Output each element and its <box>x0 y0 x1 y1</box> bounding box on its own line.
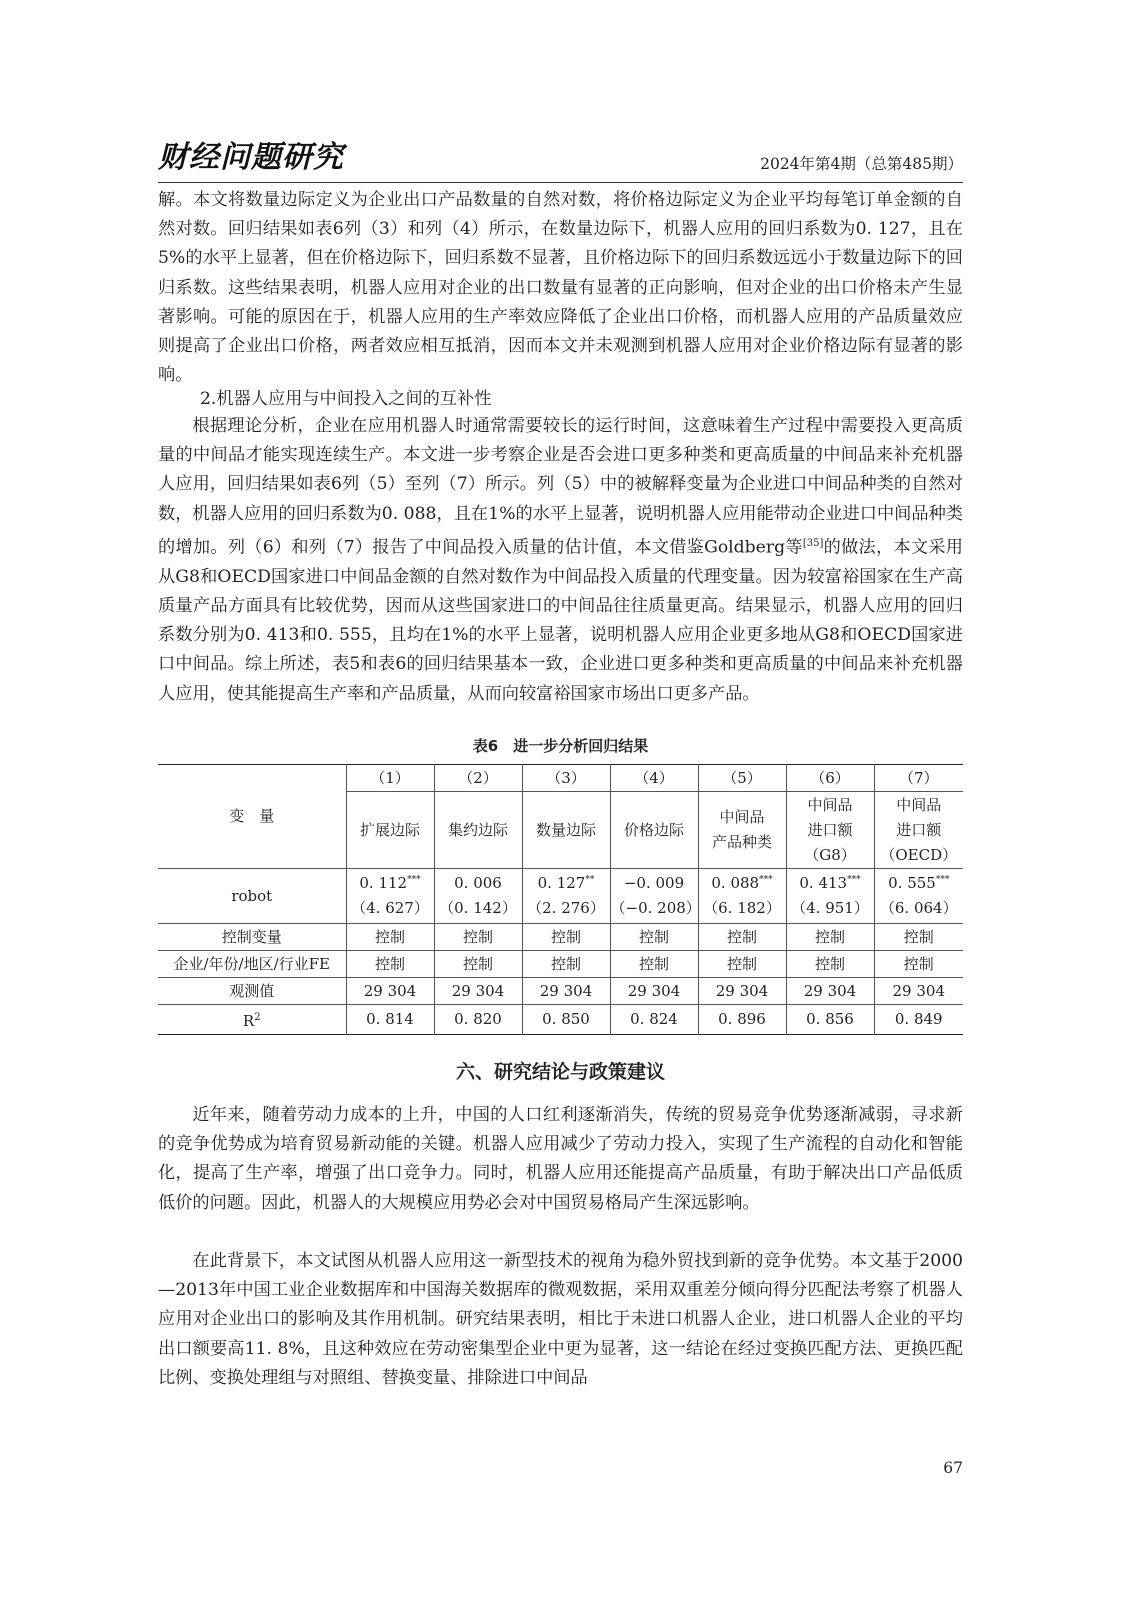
t-value: （6. 064） <box>879 899 958 917</box>
table-cell: 控制 <box>346 951 434 978</box>
table-cell: 控制 <box>522 951 610 978</box>
r2-label: R <box>242 1012 255 1030</box>
column-name-line: 数量边际 <box>535 820 596 839</box>
coefficient-value: 0. 112 <box>359 874 408 892</box>
subsection-heading: 2.机器人应用与中间投入之间的互补性 <box>200 389 492 409</box>
section-title: 六、研究结论与政策建议 <box>455 1061 665 1083</box>
table-cell: 0. 896 <box>698 1005 786 1035</box>
table-cell: 控制 <box>874 924 963 951</box>
table-cell: 0. 814 <box>346 1005 434 1035</box>
issue-label: 2024年第4期（总第485期） <box>760 155 963 173</box>
table-cell: 控制 <box>698 951 786 978</box>
table-cell: 0. 849 <box>874 1005 963 1035</box>
page-number: 67 <box>943 1459 963 1477</box>
coefficient-value: 0. 088 <box>711 874 760 892</box>
column-name-line: 进口额 <box>807 820 853 839</box>
coefficient-value: 0. 127 <box>537 874 586 892</box>
significance-stars: ** <box>585 875 595 885</box>
coefficient <box>435 871 522 896</box>
paragraph-quantity-price-margin: 解。本文将数量边际定义为企业出口产品数量的自然对数，将价格边际定义为企业平均每笔订单金额的自然对数。回归结果如表6列（3）和列（4）所示，在数量边际下，机器人应用的回归系数为0. 127，且在5%的水平上显著，但在价格边际下，回归系数不显著，且价格边际下的回归系数远远小于数量边际下的回归系数。这些结果表明，机器人应用对企业的出口数量有显著的正向影响，但对企业的出口价格未产生显著影响。可能的原因在于，机器人应用的生产率效应降低了企业出口价格，而机器人应用的产品质量效应则提高了企业出口价格，两者效应相互抵消，因而本文并未观测到机器人应用对企业价格边际有显著的影响。 <box>158 190 963 386</box>
table-cell: 0. 820 <box>434 1005 522 1035</box>
table-cell: 29 304 <box>698 978 786 1005</box>
column-name-line: （G8） <box>804 845 856 864</box>
table-cell: 0. 856 <box>786 1005 874 1035</box>
table-row <box>158 951 963 978</box>
paragraph-complementarity <box>158 412 963 709</box>
column-name <box>522 792 610 869</box>
table-cell: 控制 <box>434 951 522 978</box>
column-name <box>874 792 963 869</box>
table-cell: 控制 <box>610 924 698 951</box>
coefficient-value: 0. 555 <box>888 874 936 892</box>
t-value: （2. 276） <box>527 899 605 917</box>
column-name-line: （OECD） <box>880 845 958 864</box>
table-cell: 控制 <box>522 924 610 951</box>
coefficient-cell <box>786 869 874 924</box>
column-name-line: 价格边际 <box>623 820 684 839</box>
table-cell: 控制 <box>786 951 874 978</box>
paragraph-conclusion-2: 在此背景下，本文试图从机器人应用这一新型技术的视角为稳外贸找到新的竞争优势。本文基于2000—2013年中国工业企业数据库和中国海关数据库的微观数据，采用双重差分倾向得分匹配法考察了机器人应用对企业出口的影响及其作用机制。研究结果表明，相比于未进口机器人企业，进口机器人企业的平均出口额要高11. 8%，且这种效应在劳动密集型企业中更为显著，这一结论在经过变换匹配方法、更换匹配比例、变换处理组与对照组、替换变量、排除进口中间品 <box>158 1251 963 1388</box>
column-name-line: 集约边际 <box>447 820 508 839</box>
row-label <box>158 1005 346 1035</box>
table-cell: 29 304 <box>346 978 434 1005</box>
column-number: （2） <box>434 765 522 792</box>
citation-ref: [35] <box>802 537 824 549</box>
coefficient-cell <box>874 869 963 924</box>
journal-logo: 财经问题研究 <box>158 140 344 175</box>
column-number: （4） <box>610 765 698 792</box>
significance-stars: *** <box>847 875 861 885</box>
table-header-row <box>158 765 963 792</box>
r2-superscript: 2 <box>254 1012 261 1023</box>
column-number: （3） <box>522 765 610 792</box>
column-name-line: 中间品 <box>719 808 765 826</box>
coefficient-value: 0. 006 <box>454 874 502 892</box>
coefficient-cell <box>346 869 434 924</box>
table-cell: 29 304 <box>786 978 874 1005</box>
row-label: 企业/年份/地区/行业FE <box>158 951 346 978</box>
column-name <box>346 792 434 869</box>
regression-table <box>158 764 963 1035</box>
column-name <box>434 792 522 869</box>
significance-stars: *** <box>759 875 773 885</box>
row-label: 观测值 <box>158 978 346 1005</box>
table-row <box>158 1005 963 1035</box>
coefficient <box>523 871 610 896</box>
paragraph-conclusion-1: 近年来，随着劳动力成本的上升，中国的人口红利逐渐消失，传统的贸易竞争优势逐渐减弱，寻求新的竞争优势成为培育贸易新动能的关键。机器人应用减少了劳动力投入，实现了生产流程的自动化和智能化，提高了生产率，增强了出口竞争力。同时，机器人应用还能提高产品质量，有助于解决出口产品低质低价的问题。因此，机器人的大规模应用势必会对中国贸易格局产生深远影响。 <box>158 1105 963 1213</box>
table-cell: 0. 850 <box>522 1005 610 1035</box>
variable-header: 变 量 <box>158 765 346 869</box>
table-row <box>158 978 963 1005</box>
t-value: （6. 182） <box>703 899 781 917</box>
column-number: （5） <box>698 765 786 792</box>
table-cell: 控制 <box>698 924 786 951</box>
paragraph-text-part-2: 的做法，本文采用从G8和OECD国家进口中间品金额的自然对数作为中间品投入质量的代理变量。因为较富裕国家在生产高质量产品方面具有比较优势，因而从这些国家进口的中间品往往质量更高。结果显示，机器人应用的回归系数分别为0. 413和0. 555，且均在1%的水平上显著，说明机器人应用企业更多地从G8和OECD国家进口中间品。综上所述，表5和表6的回归结果基本一致，企业进口更多种类和更高质量的中间品来补充机器人应用，使其能提高生产率和产品质量，从而向较富裕国家市场出口更多产品。 <box>158 537 963 704</box>
coefficient-value: −0. 009 <box>623 874 685 892</box>
coefficient-cell <box>434 869 522 924</box>
table-cell: 29 304 <box>874 978 963 1005</box>
significance-stars: *** <box>935 875 950 885</box>
table-row <box>158 924 963 951</box>
column-name <box>786 792 874 869</box>
significance-stars: *** <box>407 875 421 885</box>
column-name-line: 进口额 <box>896 820 942 839</box>
coefficient-value: 0. 413 <box>799 874 848 892</box>
table-cell: 29 304 <box>610 978 698 1005</box>
column-name <box>610 792 698 869</box>
row-label: 控制变量 <box>158 924 346 951</box>
coefficient <box>875 871 964 896</box>
coefficient-cell <box>698 869 786 924</box>
coefficient <box>347 871 434 896</box>
t-value: （4. 627） <box>351 899 429 917</box>
column-number: （6） <box>786 765 874 792</box>
table-cell: 控制 <box>610 951 698 978</box>
t-value: （0. 142） <box>439 899 517 917</box>
column-name-line: 扩展边际 <box>359 820 420 839</box>
table-cell: 控制 <box>874 951 963 978</box>
coefficient <box>699 871 786 896</box>
coefficient-cell <box>522 869 610 924</box>
table-caption: 表6 进一步分析回归结果 <box>472 737 649 755</box>
table-cell: 0. 824 <box>610 1005 698 1035</box>
coefficient-cell <box>610 869 701 924</box>
t-value: （4. 951） <box>791 899 869 917</box>
coefficient <box>611 871 698 896</box>
column-number: （1） <box>346 765 434 792</box>
row-label: robot <box>158 869 346 924</box>
column-name <box>698 792 786 869</box>
table-row <box>158 869 963 924</box>
table-cell: 控制 <box>786 924 874 951</box>
column-name-line: 中间品 <box>807 795 853 814</box>
t-value: （−0. 208） <box>610 899 701 917</box>
column-number: （7） <box>874 765 963 792</box>
table-cell: 29 304 <box>522 978 610 1005</box>
coefficient <box>787 871 874 896</box>
column-name-line: 中间品 <box>896 795 942 814</box>
table-cell: 控制 <box>434 924 522 951</box>
paragraph-text-part-1: 根据理论分析，企业在应用机器人时通常需要较长的运行时间，这意味着生产过程中需要投入更高质量的中间品才能实现连续生产。本文进一步考察企业是否会进口更多种类和更高质量的中间品来补充机器人应用，回归结果如表6列（5）至列（7）所示。列（5）中的被解释变量为企业进口中间品种类的自然对数，机器人应用的回归系数为0. 088，且在1%的水平上显著，说明机器人应用能带动企业进口中间品种类的增加。列（6）和列（7）报告了中间品投入质量的估计值，本文借鉴Goldberg等 <box>158 416 963 558</box>
table-cell: 控制 <box>346 924 434 951</box>
column-name-line: 产品种类 <box>711 833 772 851</box>
page-header <box>158 138 963 183</box>
table-cell: 29 304 <box>434 978 522 1005</box>
